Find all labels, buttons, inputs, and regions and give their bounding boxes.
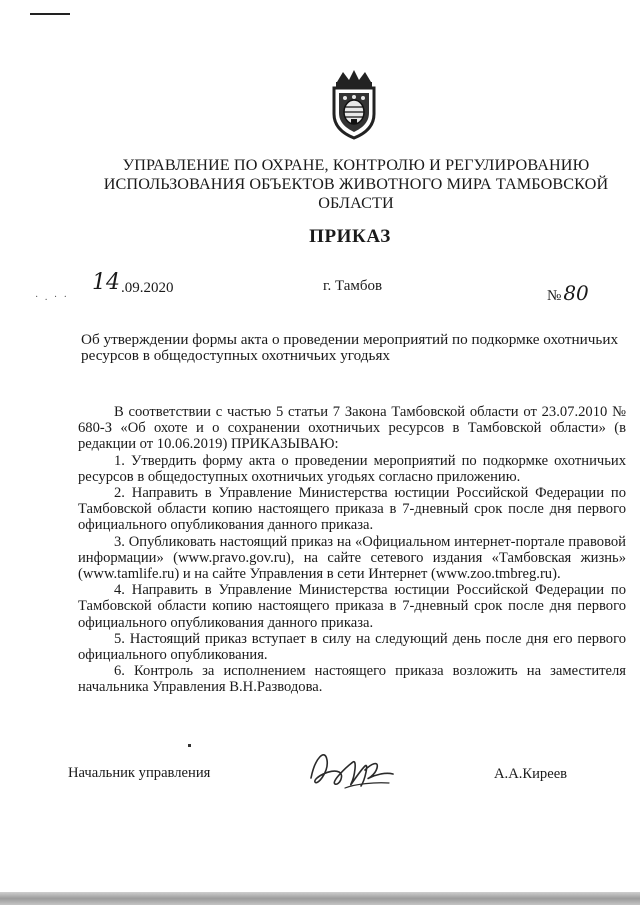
document-title: ПРИКАЗ: [309, 226, 391, 247]
scan-mark: [30, 13, 70, 15]
date-month-year: .09.2020: [121, 280, 174, 296]
signatory-title: Начальник управления: [68, 765, 211, 781]
body-item-5: 5. Настоящий приказ вступает в силу на следующий день после дня его первого официального опубликования.: [78, 630, 626, 664]
order-city: г. Тамбов: [323, 278, 383, 294]
org-line-2: ИСПОЛЬЗОВАНИЯ ОБЪЕКТОВ ЖИВОТНОГО МИРА ТАМБОВСКОЙ ОБЛАСТИ: [103, 175, 609, 212]
body-item-1: 1. Утвердить форму акта о проведении мероприятий по подкормке охотничьих ресурсов в общедоступных охотничьих угодьях согласно приложению.: [78, 452, 626, 485]
scan-speck: [188, 744, 191, 747]
scan-specks: · . · ·: [35, 292, 69, 303]
body-item-3: 3. Опубликовать настоящий приказ на «Официальном интернет-портале правовой информации» (www.pravo.gov.ru), на сайте сетевого издания «Тамбовская жизнь» (www.tamlife.ru) и на сайте Управления в сети Интернет (www.zoo.tmbreg.ru).: [78, 533, 626, 583]
order-number: [547, 281, 589, 305]
body-item-4: 4. Направить в Управление Министерства юстиции Российской Федерации по Тамбовской области копию настоящего приказа в 7-дневный срок после дня первого официального опубликования данного приказа.: [78, 582, 626, 631]
coat-of-arms-icon: [325, 68, 383, 140]
order-subject: Об утверждении формы акта о проведении мероприятий по подкормке охотничьих ресурсов в общедоступных охотничьих угодьях: [81, 331, 619, 364]
handwritten-day: 14: [92, 270, 120, 295]
org-line-1: УПРАВЛЕНИЕ ПО ОХРАНЕ, КОНТРОЛЮ И РЕГУЛИРОВАНИЮ: [122, 156, 590, 174]
order-date: [92, 270, 174, 298]
handwritten-number: 80: [563, 281, 589, 305]
signatory-name: А.А.Киреев: [494, 766, 568, 782]
body-preamble: В соответствии с частью 5 статьи 7 Закона Тамбовской области от 23.07.2010 № 680-З «Об охоте и о сохранении охотничьих ресурсов в Тамбовской области» (в редакции от 10.06.2019) ПРИКАЗЫВАЮ:: [78, 404, 626, 453]
body-item-2: 2. Направить в Управление Министерства юстиции Российской Федерации по Тамбовской области копию настоящего приказа в 7-дневный срок после дня первого официального опубликования данного приказа.: [78, 485, 626, 534]
handwritten-signature: [305, 738, 401, 798]
body-item-6: 6. Контроль за исполнением настоящего приказа возложить на заместителя начальника Управления В.Н.Разводова.: [78, 663, 626, 696]
order-body: [78, 404, 626, 696]
organization-name: [80, 156, 632, 213]
number-label: №: [547, 288, 562, 304]
scan-bottom-edge: [0, 892, 640, 905]
